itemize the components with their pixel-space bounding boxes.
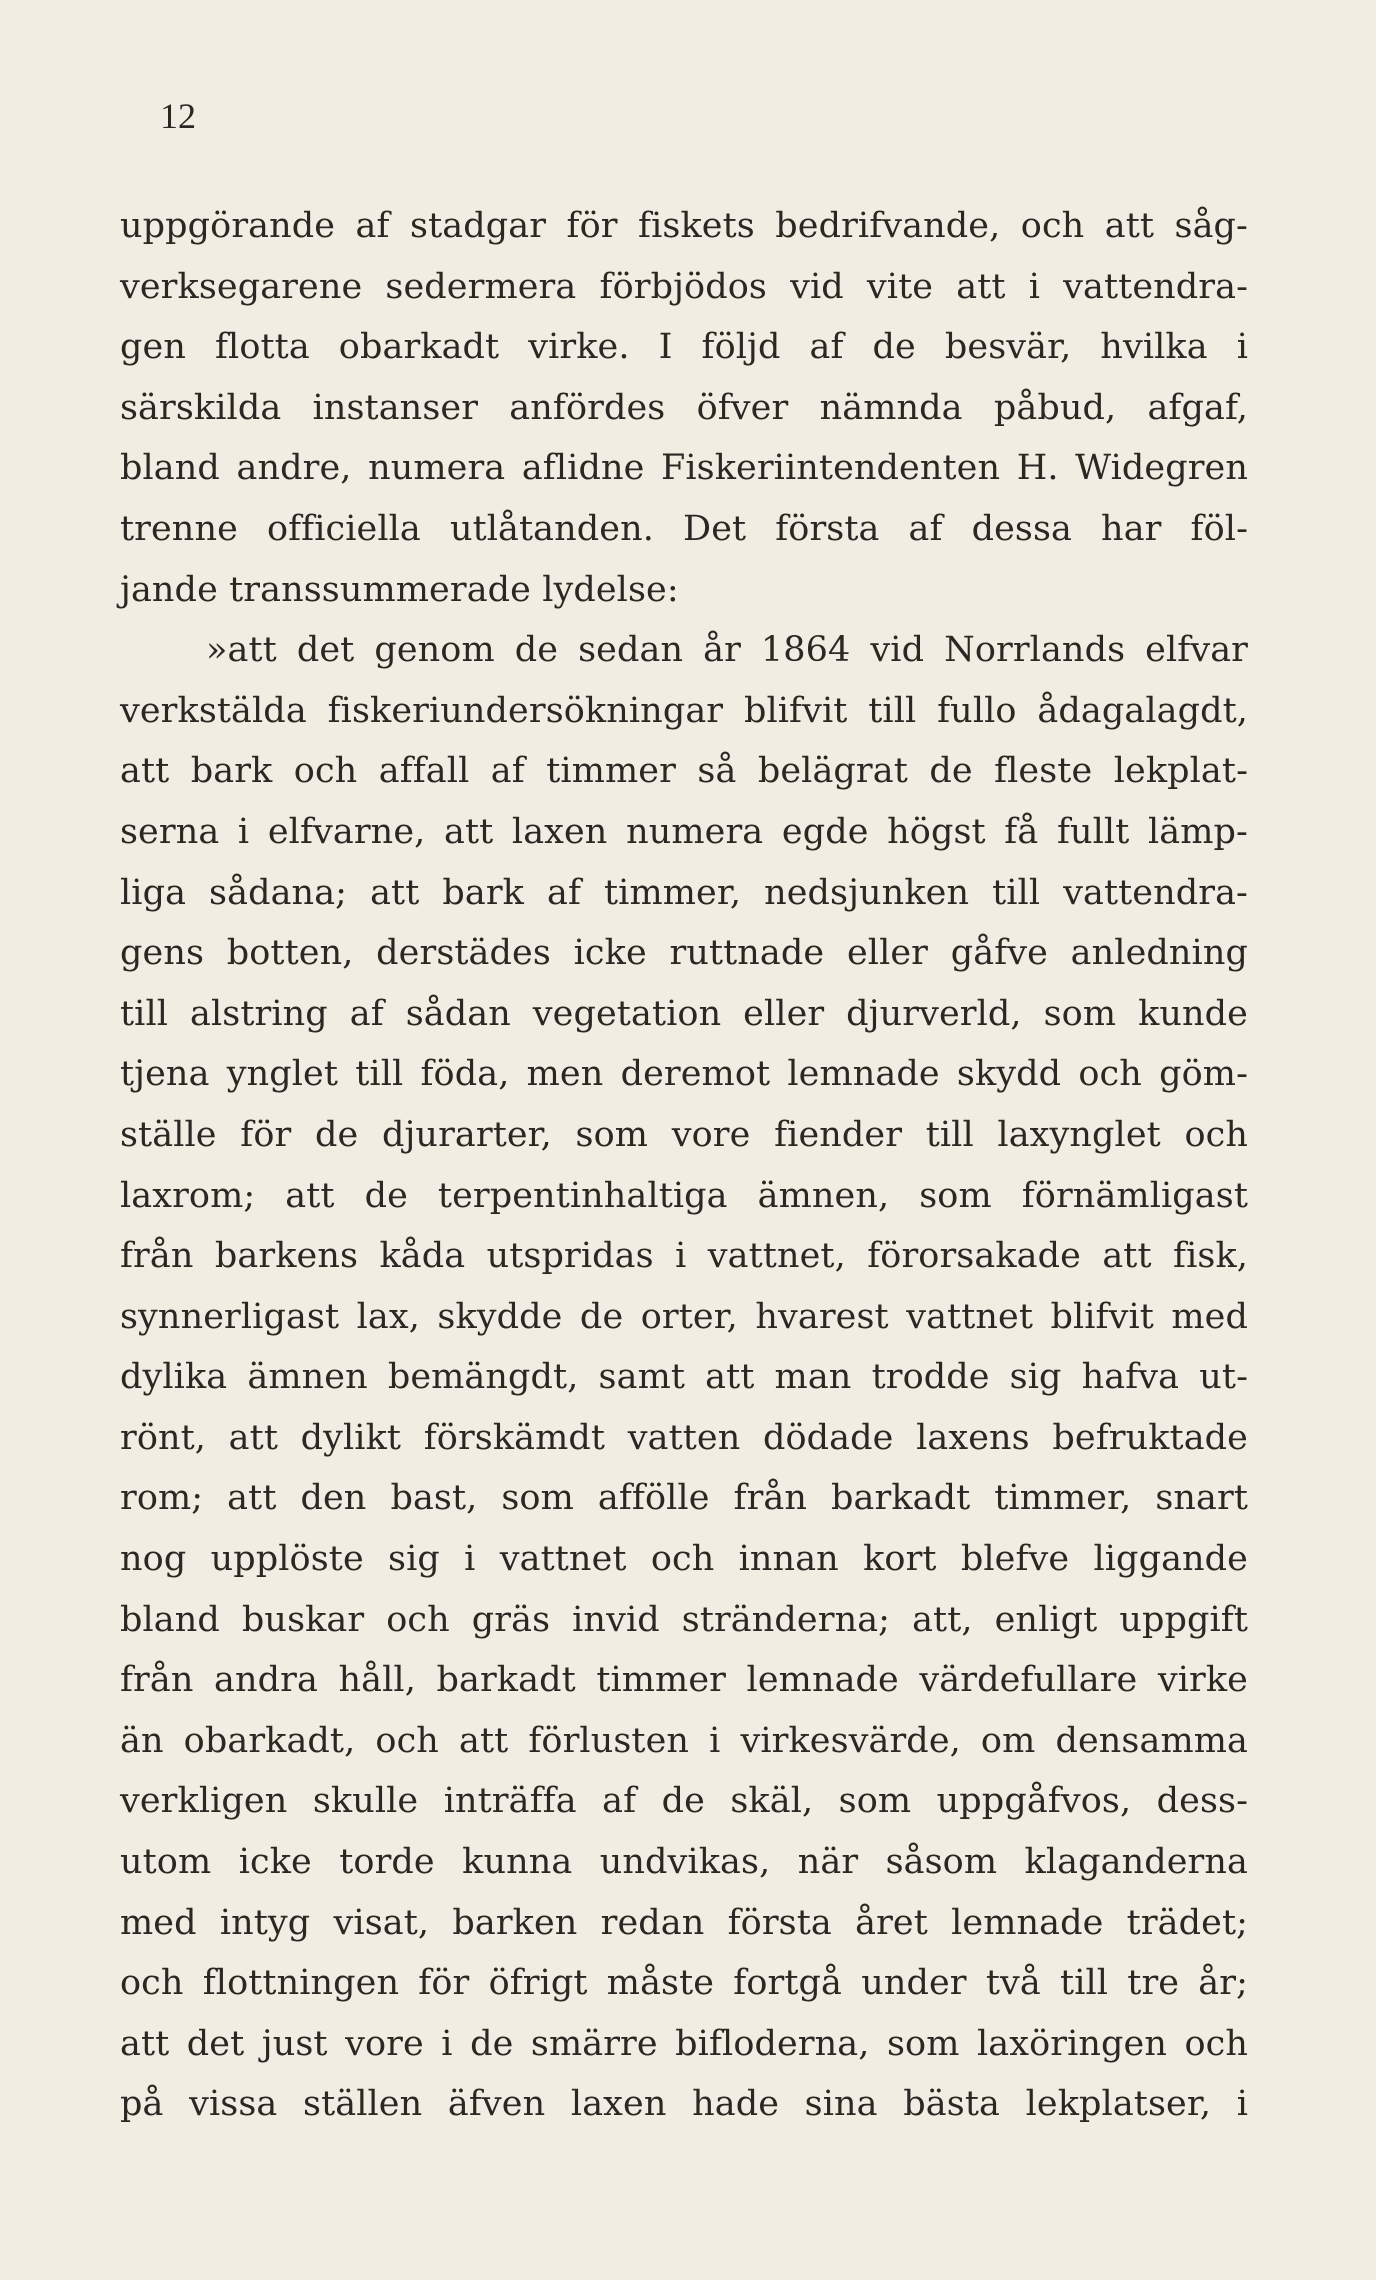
- text-line: särskilda instanser anfördes öfver nämnda påbud, afgaf,: [120, 387, 1248, 428]
- text-line: verkstälda fiskeriundersökningar blifvit till fullo ådagalagdt,: [120, 690, 1248, 731]
- text-line: bland andre, numera aflidne Fiskeriintendenten H. Widegren: [120, 448, 1248, 489]
- paragraph-2-quotation: [120, 620, 1248, 2135]
- text-line: med intyg visat, barken redan första året lemnade trädet;: [120, 1902, 1248, 1943]
- text-line: tjena ynglet till föda, men deremot lemnade skydd och göm-: [120, 1054, 1248, 1095]
- text-line: från andra håll, barkadt timmer lemnade värdefullare virke: [120, 1660, 1248, 1701]
- text-line: uppgörande af stadgar för fiskets bedrifvande, och att såg-: [120, 206, 1248, 246]
- text-line: från barkens kåda utspridas i vattnet, förorsakade att fisk,: [120, 1236, 1248, 1277]
- text-line: dylika ämnen bemängdt, samt att man trodde sig hafva ut-: [120, 1357, 1248, 1398]
- text-line: rom; att den bast, som affölle från barkadt timmer, snart: [120, 1478, 1248, 1519]
- text-line: rönt, att dylikt förskämdt vatten dödade laxens befruktade: [120, 1417, 1248, 1458]
- text-line: gens botten, derstädes icke ruttnade eller gåfve anledning: [120, 933, 1248, 974]
- text-line: verkligen skulle inträffa af de skäl, som uppgåfvos, dess-: [120, 1781, 1248, 1822]
- text-line: »att det genom de sedan år 1864 vid Norrlands elfvar: [206, 630, 1248, 671]
- text-line: verksegarene sedermera förbjödos vid vite att i vattendra-: [120, 266, 1248, 307]
- text-line: på vissa ställen äfven laxen hade sina bästa lekplatser, i: [120, 2084, 1248, 2125]
- page-number: 12: [160, 96, 196, 136]
- text-line: till alstring af sådan vegetation eller djurverld, som kunde: [120, 993, 1248, 1034]
- text-line: utom icke torde kunna undvikas, när såsom klaganderna: [120, 1842, 1248, 1883]
- text-line: nog upplöste sig i vattnet och innan kort blefve liggande: [120, 1539, 1248, 1580]
- body-text: [120, 196, 1248, 2135]
- text-line: att det just vore i de smärre bifloderna, som laxöringen och: [120, 2023, 1248, 2064]
- text-line: ställe för de djurarter, som vore fiender till laxynglet och: [120, 1114, 1248, 1155]
- text-line: serna i elfvarne, att laxen numera egde högst få fullt lämp-: [120, 811, 1248, 852]
- text-line: jande transsummerade lydelse:: [120, 569, 679, 610]
- text-line: trenne officiella utlåtanden. Det första af dessa har föl-: [120, 508, 1248, 549]
- text-line: bland buskar och gräs invid stränderna; att, enligt uppgift: [120, 1599, 1248, 1640]
- text-line: gen flotta obarkadt virke. I följd af de besvär, hvilka i: [120, 327, 1248, 368]
- text-line: laxrom; att de terpentinhaltiga ämnen, som förnämligast: [120, 1175, 1248, 1216]
- text-line: synnerligast lax, skydde de orter, hvarest vattnet blifvit med: [120, 1296, 1248, 1337]
- text-line: än obarkadt, och att förlusten i virkesvärde, om densamma: [120, 1720, 1248, 1761]
- text-line: och flottningen för öfrigt måste fortgå under två till tre år;: [120, 1963, 1248, 2004]
- paragraph-1: [120, 196, 1248, 620]
- text-line: liga sådana; att bark af timmer, nedsjunken till vattendra-: [120, 872, 1248, 913]
- text-line: att bark och affall af timmer så belägrat de fleste lekplat-: [120, 751, 1248, 792]
